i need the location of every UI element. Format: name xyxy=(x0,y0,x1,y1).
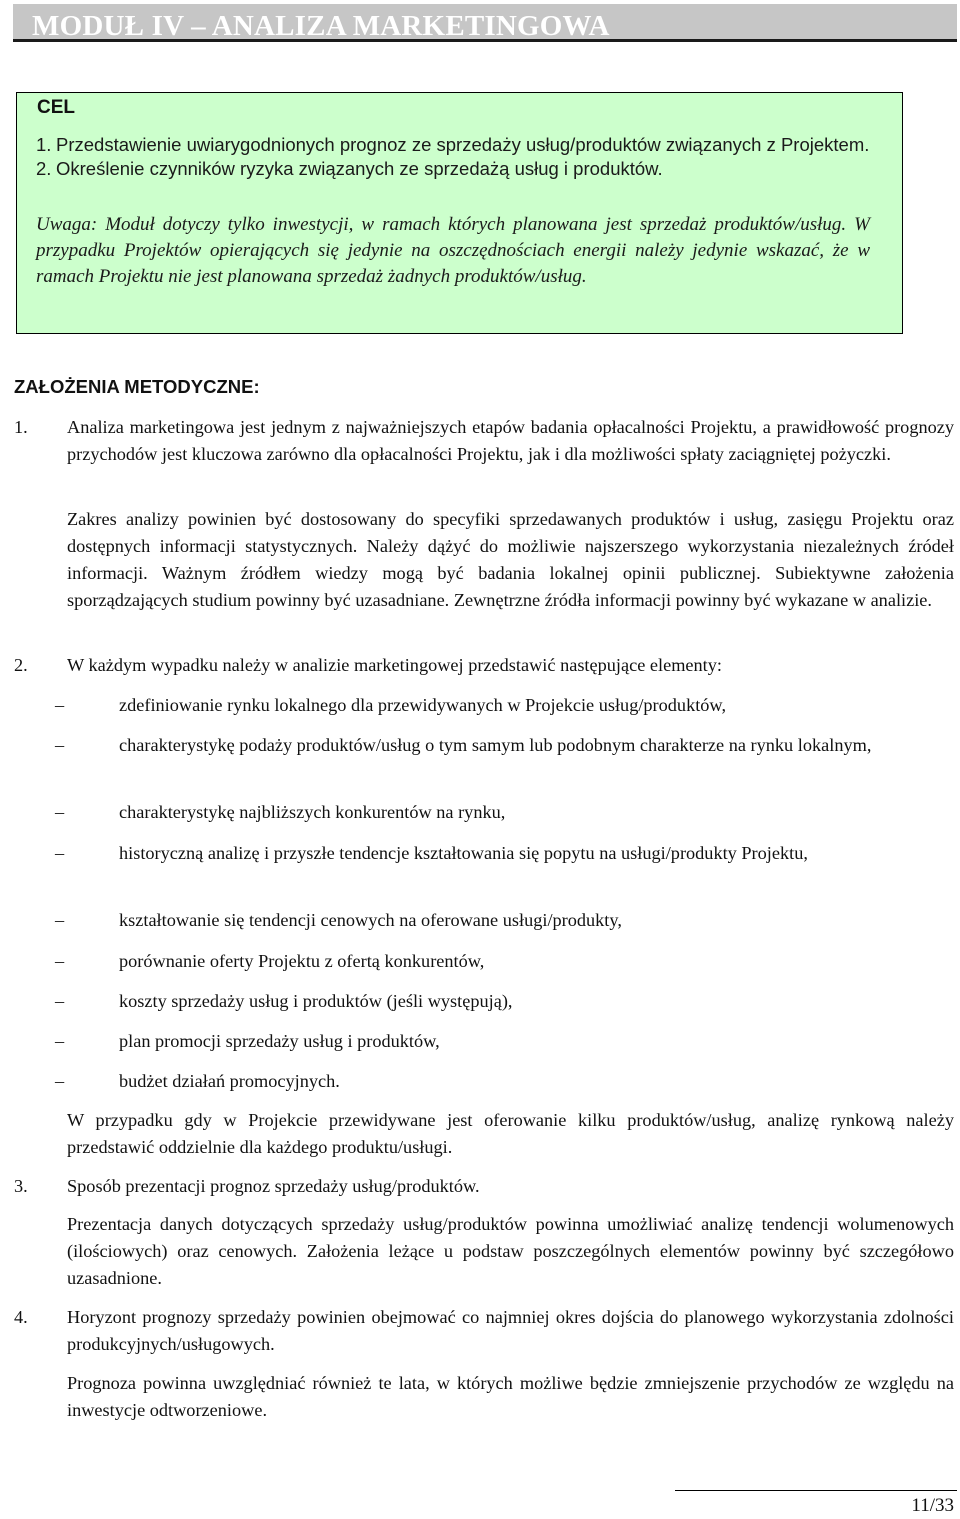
methodology-item-3 xyxy=(14,1173,954,1200)
dash-bullet: – xyxy=(55,843,65,863)
dash-bullet: – xyxy=(55,695,65,715)
methodology-item-4-paragraph: Prognoza powinna uwzględniać również te lata, w których możliwe będzie zmniejszenie przychodów ze względu na inwestycje odtworzeniowe. xyxy=(67,1373,954,1420)
list-item-text: zdefiniowanie rynku lokalnego dla przewidywanych w Projekcie usług/produktów, xyxy=(119,695,727,715)
list-item xyxy=(55,948,954,975)
goal-item-text: Przedstawienie uwiarygodnionych prognoz ze sprzedaży usług/produktów związanych z Projektem. xyxy=(56,134,870,155)
methodology-item-2-paragraph: W przypadku gdy w Projekcie przewidywane jest oferowanie kilku produktów/usług, analizę rynkową należy przedstawić oddzielnie dla każdego produktu/usługi. xyxy=(67,1110,954,1157)
list-item xyxy=(55,732,954,759)
dash-bullet: – xyxy=(55,910,65,930)
list-item xyxy=(55,1068,954,1095)
dash-bullet: – xyxy=(55,951,65,971)
goal-item xyxy=(36,157,870,181)
item-text: Sposób prezentacji prognoz sprzedaży usług/produktów. xyxy=(67,1176,480,1196)
goal-note: Uwaga: Moduł dotyczy tylko inwestycji, w ramach których planowana jest sprzedaż produktów/usług. W przypadku Projektów opierających się jedynie na oszczędnościach energii należy jedynie wskazać, że w ramach Projektu nie jest planowana sprzedaż żadnych produktów/usług. xyxy=(36,214,870,287)
page-number: 11/33 xyxy=(911,1495,954,1516)
goal-heading: CEL xyxy=(37,97,75,118)
item-number: 3. xyxy=(14,1176,28,1196)
module-title-bar xyxy=(13,4,957,42)
list-item-text: historyczną analizę i przyszłe tendencje kształtowania się popytu na usługi/produkty Projektu, xyxy=(119,843,808,863)
goal-item xyxy=(36,133,870,157)
footer-divider xyxy=(675,1490,957,1491)
methodology-item-1 xyxy=(14,414,954,468)
item-text: W każdym wypadku należy w analizie marketingowej przedstawić następujące elementy: xyxy=(67,655,722,675)
list-item-text: charakterystykę podaży produktów/usług o tym samym lub podobnym charakterze na rynku lokalnym, xyxy=(119,735,872,755)
list-item-text: porównanie oferty Projektu z ofertą konkurentów, xyxy=(119,951,485,971)
item-number: 4. xyxy=(14,1307,28,1327)
list-item xyxy=(55,988,954,1015)
module-title: MODUŁ IV – ANALIZA MARKETINGOWA xyxy=(32,10,610,42)
list-item-text: kształtowanie się tendencji cenowych na oferowane usługi/produkty, xyxy=(119,910,622,930)
methodology-item-2 xyxy=(14,652,954,679)
goal-item-number: 1. xyxy=(36,134,52,155)
item-text: Analiza marketingowa jest jednym z najważniejszych etapów badania opłacalności Projektu, a prawidłowość prognozy przychodów jest kluczowa zarówno dla opłacalności Projektu, jak i dla możliwości spłaty zaciągniętej pożyczki. xyxy=(67,417,954,464)
dash-bullet: – xyxy=(55,802,65,822)
dash-bullet: – xyxy=(55,1031,65,1051)
methodology-item-1-paragraph: Zakres analizy powinien być dostosowany do specyfiki sprzedawanych produktów i usług, zasięgu Projektu oraz dostępnych informacji statystycznych. Należy dążyć do możliwie najszerszego wykorzystania niezależnych źródeł informacji. Ważnym źródłem wiedzy mogą być badania lokalnej opinii publicznej. Subiektywne założenia sporządzających studium powinny być uzasadniane. Zewnętrzne źródła informacji powinny być wykazane w analizie. xyxy=(67,509,954,610)
list-item-text: koszty sprzedaży usług i produktów (jeśli występują), xyxy=(119,991,513,1011)
methodology-heading: ZAŁOŻENIA METODYCZNE: xyxy=(14,376,260,397)
list-item-text: charakterystykę najbliższych konkurentów na rynku, xyxy=(119,802,506,822)
goal-item-text: Określenie czynników ryzyka związanych ze sprzedażą usług i produktów. xyxy=(56,158,663,179)
list-item xyxy=(55,840,954,867)
dash-bullet: – xyxy=(55,1071,65,1091)
list-item xyxy=(55,907,954,934)
goal-list xyxy=(36,133,870,181)
item-number: 1. xyxy=(14,417,28,437)
list-item xyxy=(55,1028,954,1055)
dash-bullet: – xyxy=(55,991,65,1011)
goal-item-number: 2. xyxy=(36,158,52,179)
dash-bullet: – xyxy=(55,735,65,755)
list-item-text: plan promocji sprzedaży usług i produktów, xyxy=(119,1031,440,1051)
methodology-item-4 xyxy=(14,1304,954,1358)
methodology-item-3-paragraph: Prezentacja danych dotyczących sprzedaży usług/produktów powinna umożliwiać analizę tendencji wolumenowych (ilościowych) oraz cenowych. Założenia leżące u podstaw poszczególnych elementów powinny być szczegółowo uzasadnione. xyxy=(67,1214,954,1288)
item-text: Horyzont prognozy sprzedaży powinien obejmować co najmniej okres dojścia do planowego wykorzystania zdolności produkcyjnych/usługowych. xyxy=(67,1307,954,1354)
item-number: 2. xyxy=(14,655,28,675)
list-item-text: budżet działań promocyjnych. xyxy=(119,1071,340,1091)
list-item xyxy=(55,692,954,719)
list-item xyxy=(55,799,954,826)
